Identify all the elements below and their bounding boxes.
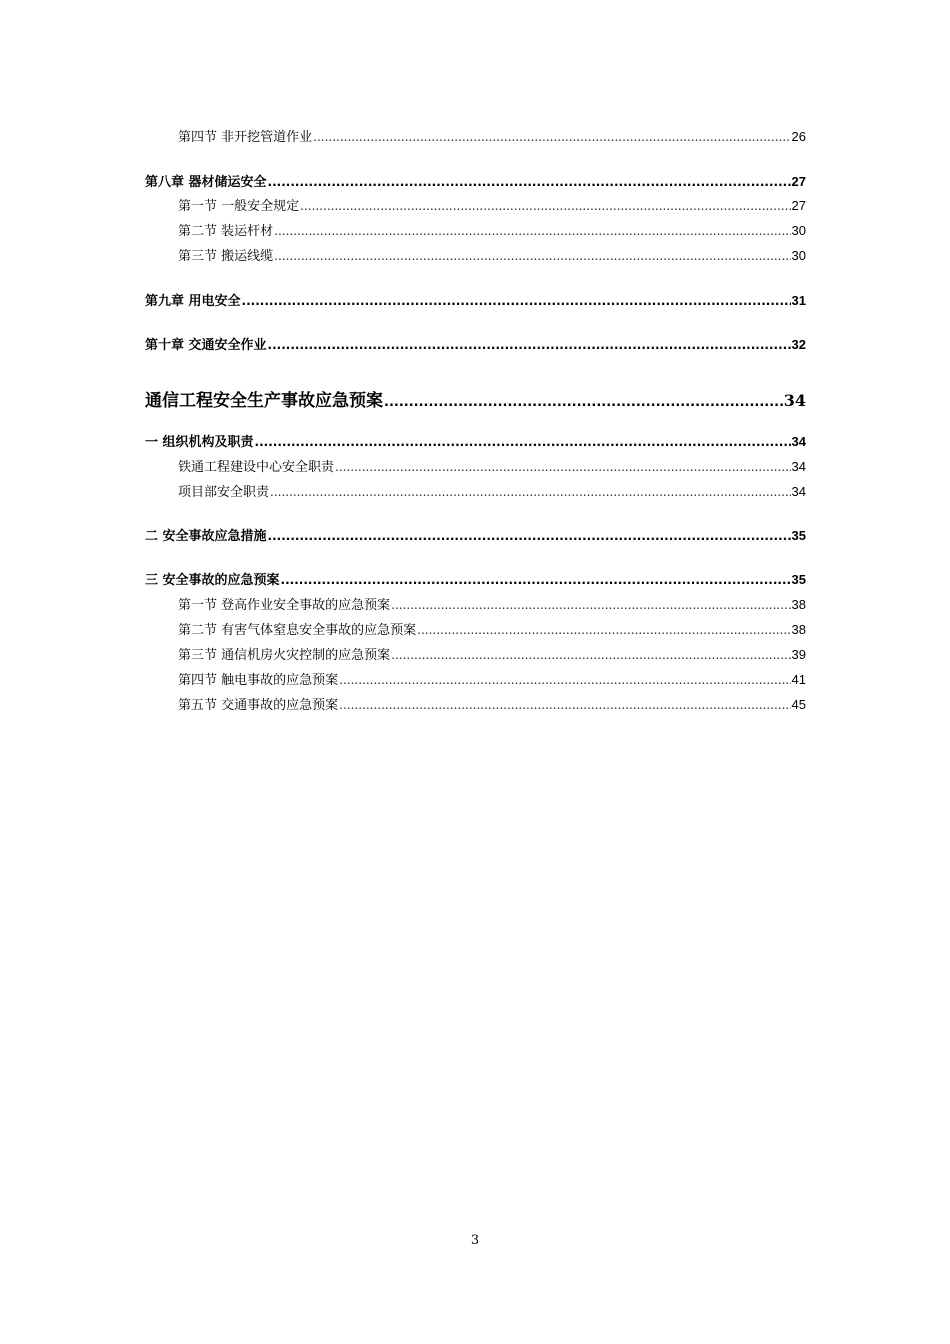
toc-entry-title: 第二节 有害气体窒息安全事故的应急预案 [178,623,417,638]
toc-dot-leader [313,130,790,144]
toc-entry-page: 45 [791,697,806,712]
toc-entry-page: 30 [791,223,806,238]
toc-entry-page: 39 [791,647,806,662]
toc-entry-page: 41 [791,672,806,687]
toc-entry-page: 27 [791,174,806,189]
toc-dot-leader [270,485,791,499]
toc-entry-title: 二 安全事故应急措施 [145,529,267,544]
toc-entry[interactable] [178,481,806,500]
toc-entry-page: 34 [791,484,806,499]
toc-entry-title: 第二节 装运杆材 [178,224,274,239]
toc-dot-leader [274,224,790,238]
toc-dot-leader [255,435,791,449]
toc-entry[interactable] [178,456,806,475]
toc-entry[interactable] [145,334,806,353]
toc-entry-title: 第一节 一般安全规定 [178,199,300,214]
toc-dot-leader [300,199,790,213]
toc-entry-page: 38 [791,622,806,637]
toc-dot-leader [268,175,791,189]
toc-entry-title: 第十章 交通安全作业 [145,338,267,353]
toc-dot-leader [339,673,790,687]
toc-entry[interactable] [178,594,806,613]
toc-entry-title: 铁通工程建设中心安全职责 [178,460,335,475]
toc-entry[interactable] [145,386,806,411]
toc-entry-page: 35 [791,572,806,587]
toc-entry-page: 27 [791,198,806,213]
toc-entry-page: 34 [783,391,806,410]
toc-entry-title: 第三节 通信机房火灾控制的应急预案 [178,648,391,663]
toc-entry[interactable] [145,171,806,190]
toc-entry-title: 一 组织机构及职责 [145,435,254,450]
toc-dot-leader [268,338,791,352]
toc-entry[interactable] [178,669,806,688]
toc-dot-leader [384,395,783,410]
page-number: 3 [470,1233,480,1248]
toc-dot-leader [268,529,791,543]
toc-entry-title: 通信工程安全生产事故应急预案 [145,391,383,411]
toc-entry[interactable] [178,126,806,145]
toc-entry-page: 31 [791,293,806,308]
toc-entry[interactable] [178,245,806,264]
toc-entry[interactable] [178,694,806,713]
toc-entry-title: 第四节 非开挖管道作业 [178,130,313,145]
toc-entry-title: 第一节 登高作业安全事故的应急预案 [178,598,391,613]
toc-dot-leader [417,623,790,637]
toc-entry-page: 32 [791,337,806,352]
toc-dot-leader [391,648,790,662]
toc-entry[interactable] [178,195,806,214]
toc-dot-leader [391,598,790,612]
toc-entry-title: 项目部安全职责 [178,485,270,500]
toc-dot-leader [281,573,791,587]
toc-entry[interactable] [178,619,806,638]
toc-dot-leader [242,294,791,308]
toc-entry-page: 35 [791,528,806,543]
toc-entry-page: 26 [791,129,806,144]
toc-entry[interactable] [145,569,806,588]
toc-dot-leader [339,698,790,712]
toc-entry[interactable] [178,220,806,239]
toc-dot-leader [274,249,790,263]
toc-entry-page: 38 [791,597,806,612]
toc-entry-title: 第九章 用电安全 [145,294,241,309]
toc-entry-page: 34 [791,434,806,449]
toc-entry[interactable] [145,525,806,544]
toc-entry[interactable] [178,644,806,663]
toc-entry-title: 第三节 搬运线缆 [178,249,274,264]
toc-entry-page: 30 [791,248,806,263]
toc-entry-title: 第八章 器材储运安全 [145,175,267,190]
toc-dot-leader [335,460,791,474]
toc-entry-title: 第五节 交通事故的应急预案 [178,698,339,713]
toc-entry-title: 第四节 触电事故的应急预案 [178,673,339,688]
toc-entry[interactable] [145,290,806,309]
toc-entry[interactable] [145,431,806,450]
toc-entry-title: 三 安全事故的应急预案 [145,573,280,588]
toc-entry-page: 34 [791,459,806,474]
